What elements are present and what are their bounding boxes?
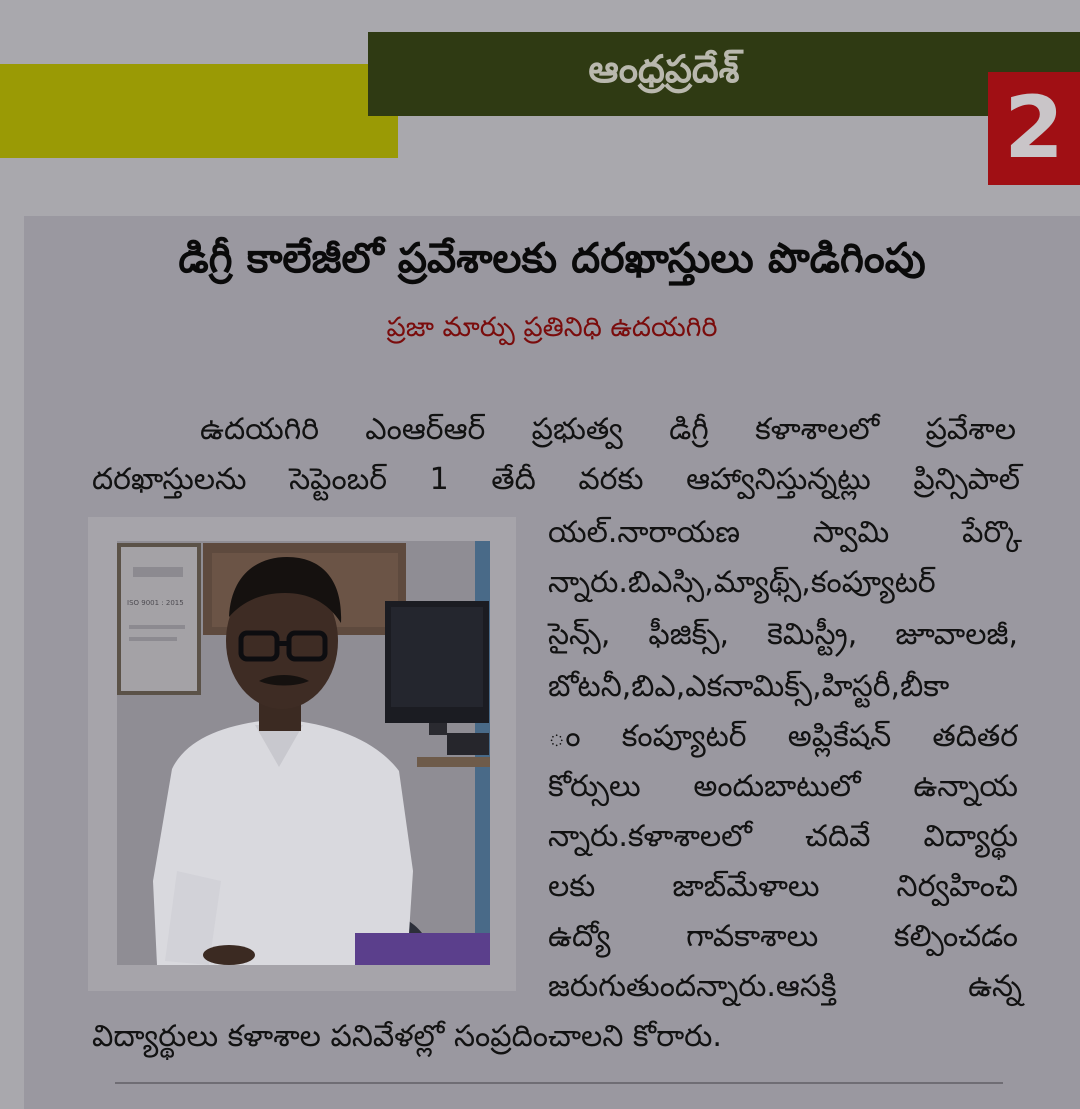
article-line: ం కంప్యూటర్ అప్లికేషన్ తదితర: [548, 719, 1018, 754]
article-line: ఉద్యో గావకాశాలు కల్పించడం: [548, 919, 1018, 954]
article-line: ఉదయగిరి ఎంఆర్ఆర్ ప్రభుత్వ డిగ్రీ కళాశాలలో ప్రవేశాల: [200, 412, 1016, 447]
article-line: జరుగుతుందన్నారు.ఆసక్తి ఉన్న: [548, 969, 1022, 1004]
article-line: విద్యార్థులు కళాశాల పనివేళల్లో సంప్రదించాలని కోరారు.: [92, 1019, 722, 1054]
article-byline: ప్రజా మార్పు ప్రతినిధి ఉదయగిరి: [386, 312, 718, 343]
section-header-bar: [368, 32, 1080, 116]
article-headline: డిగ్రీ కాలేజీలో ప్రవేశాలకు దరఖాస్తులు పొడిగింపు: [178, 234, 926, 282]
article-line: యల్.నారాయణ స్వామి పేర్కొ: [548, 515, 1022, 550]
principal-photo-illustration: [117, 541, 490, 965]
certificate-code-text: ISO 9001 : 2015: [127, 599, 184, 607]
page-number-badge: 2: [988, 72, 1080, 185]
article-line: న్నారు.బిఎస్సి,మ్యాథ్స్,కంప్యూటర్: [548, 565, 936, 600]
article-line: కోర్సులు అందుబాటులో ఉన్నాయ: [548, 769, 1018, 804]
principal-photo: [117, 541, 490, 965]
decorative-yellow-bar: [0, 64, 398, 158]
article-line: లకు జాబ్‌మేళాలు నిర్వహించి: [548, 869, 1018, 904]
article-line: సైన్స్, ఫీజిక్స్, కెమిస్ట్రీ, జూవాలజీ,: [548, 617, 1018, 652]
article-line: బోటనీ,బిఎ,ఎకనామిక్స్,హిస్టరీ,బీకా: [548, 669, 950, 704]
article-line: న్నారు.కళాశాలలో చదివే విద్యార్థు: [548, 819, 1018, 854]
article-line: దరఖాస్తులను సెప్టెంబర్ 1 తేదీ వరకు ఆహ్వానిస్తున్నట్లు ప్రిన్సిపాల్: [92, 462, 1020, 497]
section-title: ఆంధ్రప్రదేశ్: [588, 47, 740, 91]
article-divider: [115, 1082, 1003, 1084]
